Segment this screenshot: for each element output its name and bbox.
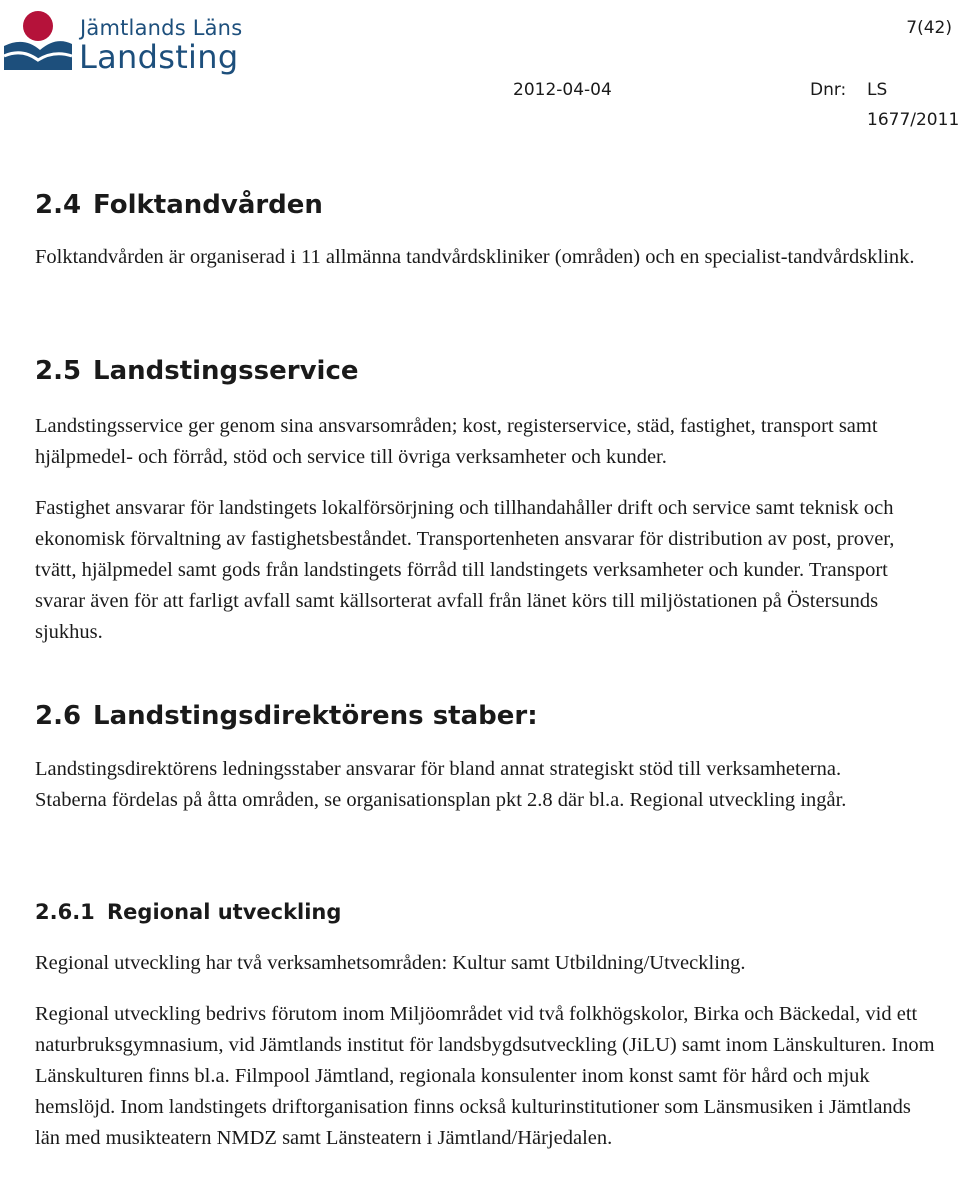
document-date: 2012-04-04	[513, 80, 612, 100]
section-number: 2.6.1	[35, 900, 95, 924]
paragraph: Fastighet ansvarar för landstingets lokalförsörjning och tillhandahåller drift och service samt teknisk och ekonomisk förvaltning av fastighetsbeståndet. Transportenheten ansvarar för distribution av post, prover, tvätt, hjälpmedel samt gods från landstingets förråd till landstingets verksamheter och kunder. Transport svarar även för att farligt avfall samt källsorterat avfall från länet körs till miljöstationen på Östersunds sjukhus.	[35, 497, 895, 643]
section-number: 2.5	[35, 356, 82, 386]
dnr-prefix: LS	[867, 80, 888, 100]
section-title: Regional utveckling	[107, 900, 342, 924]
page-number: 7(42)	[906, 18, 952, 38]
logo-text-line2: Landsting	[79, 38, 239, 76]
paragraph: Regional utveckling har två verksamhetsområden: Kultur samt Utbildning/Utveckling.	[35, 952, 746, 974]
section-heading-2-5	[35, 352, 358, 390]
logo-text-line1: Jämtlands Läns	[80, 16, 243, 40]
landsting-emblem-icon	[4, 6, 76, 78]
section-heading-2-6	[35, 697, 538, 735]
section-title: Landstingsdirektörens staber:	[93, 701, 538, 731]
section-title: Landstingsservice	[93, 356, 359, 386]
paragraph: Landstingsservice ger genom sina ansvarsområden; kost, registerservice, städ, fastighet, transport samt hjälpmedel- och förråd, stöd och service till övriga verksamheter och kunder.	[35, 415, 878, 468]
section-title: Folktandvården	[93, 190, 323, 220]
organization-logo	[4, 6, 244, 78]
dnr-number: 1677/2011	[867, 110, 960, 130]
section-heading-2-6-1	[35, 897, 341, 927]
paragraph: Landstingsdirektörens ledningsstaber ansvarar för bland annat strategiskt stöd till verksamheterna. Staberna fördelas på åtta områden, se organisationsplan pkt 2.8 där bl.a. Regional utveckling ingår.	[35, 758, 847, 811]
paragraph: Folktandvården är organiserad i 11 allmänna tandvårdskliniker (områden) och en specialist-tandvårdsklink.	[35, 246, 915, 268]
paragraph: Regional utveckling bedrivs förutom inom Miljöområdet vid två folkhögskolor, Birka och Bäckedal, vid ett naturbruksgymnasium, vid Jämtlands institut för landsbygdsutveckling (JiLU) samt inom Länskulturen. Inom Länskulturen finns bl.a. Filmpool Jämtland, regionala konsulenter inom konst samt för hård och mjuk hemslöjd. Inom landstingets driftorganisation finns också kulturinstitutioner som Länsmusiken i Jämtlands län med musikteatern NMDZ samt Länsteatern i Jämtland/Härjedalen.	[35, 1003, 935, 1149]
section-heading-2-4	[35, 186, 323, 224]
section-number: 2.6	[35, 701, 82, 731]
section-number: 2.4	[35, 190, 82, 220]
dnr-label: Dnr:	[810, 80, 847, 100]
